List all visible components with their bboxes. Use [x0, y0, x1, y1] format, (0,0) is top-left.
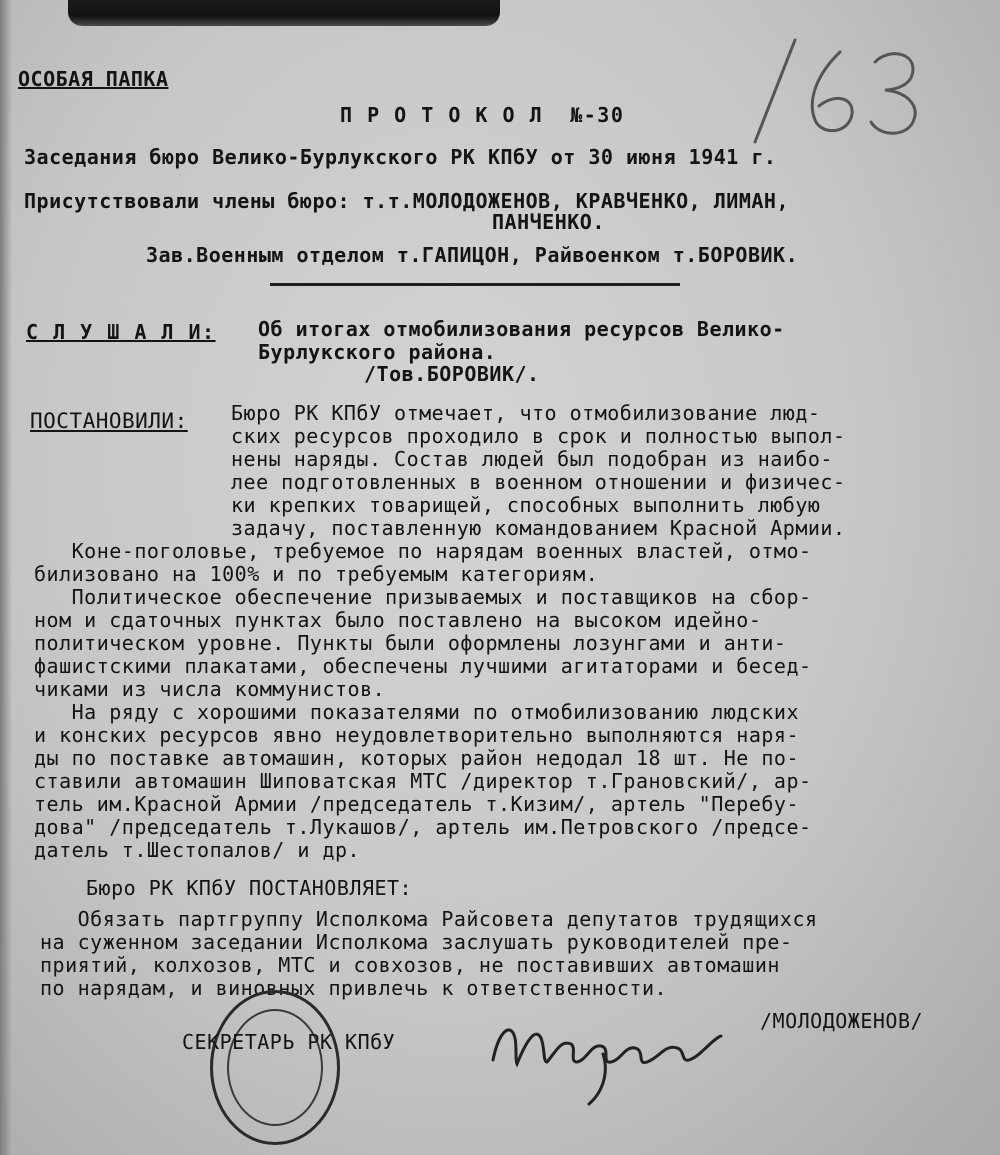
decided-line-5: ки крепких товарищей, способных выполнить любую: [231, 493, 821, 517]
secretary-label: СЕКРЕТАРЬ РК КПбУ: [182, 1030, 396, 1054]
body-line-8: На ряду с хорошими показателями по отмобилизованию людских: [34, 700, 800, 724]
body-line-3: Политическое обеспечение призываемых и поставщиков на сбор-: [34, 585, 812, 609]
folio-number-handwritten: [725, 22, 935, 152]
body-line-11: ставили автомашин Шиповатская МТС /директор т.Грановский/, ар-: [34, 769, 812, 793]
body-line-9: и конских ресурсов явно неудовлетворительно выполняются наря-: [34, 723, 800, 747]
resolution-line-2: на суженном заседании Исполкома заслушать руководителей пре-: [40, 930, 793, 954]
decided-line-1: Бюро РК КПбУ отмечает, что отмобилизование люд-: [231, 401, 821, 425]
binder-clip: [68, 0, 500, 26]
handwritten-signature: [485, 1000, 765, 1110]
attendees-line: Присутствовали члены бюро: т.т.МОЛОДОЖЕНОВ, КРАВЧЕНКО, ЛИМАН,: [24, 189, 790, 213]
resolution-line-3: приятий, колхозов, МТС и совхозов, не поставивших автомашин: [40, 953, 780, 977]
invited-line: Зав.Военным отделом т.ГАПИЦОН, Райвоенком т.БОРОВИК.: [146, 243, 799, 267]
body-line-2: билизовано на 100% и по требуемым категориям.: [34, 562, 599, 586]
body-line-12: тель им.Красной Армии /председатель т.Кизим/, артель "Перебу-: [34, 792, 800, 816]
resolution-heading: Бюро РК КПбУ ПОСТАНОВЛЯЕТ:: [86, 876, 413, 900]
meeting-line: Заседания бюро Велико-Бурлукского РК КПбУ от 30 июня 1941 г.: [24, 145, 777, 169]
heard-line-3: /Тов.БОРОВИК/.: [364, 362, 540, 386]
heard-line-2: Бурлукского района.: [258, 340, 497, 364]
round-stamp-seal: [210, 990, 340, 1145]
resolution-line-4: по нарядам, и виновных привлечь к ответственности.: [40, 976, 668, 1000]
resolution-line-1: Обязать партгруппу Исполкома Райсовета депутатов трудящихся: [40, 907, 818, 931]
attendees-line-continued: ПАНЧЕНКО.: [492, 210, 605, 234]
body-line-6: фашистскими плакатами, обеспечены лучшими агитаторами и бесед-: [34, 654, 812, 678]
decided-line-6: задачу, поставленную командованием Красной Армии.: [231, 516, 846, 540]
body-line-5: политическом уровне. Пункты были оформлены лозунгами и анти-: [34, 631, 787, 655]
decided-line-2: ских ресурсов проходило в срок и полностью выпол-: [231, 424, 846, 448]
decided-line-4: лее подготовленных в военном отношении и физичес-: [231, 470, 846, 494]
page-shadow-edge: [0, 0, 12, 1155]
special-folder-heading: ОСОБАЯ ПАПКА: [18, 67, 169, 91]
body-line-10: ды по поставке автомашин, которых район недодал 18 шт. Не по-: [34, 746, 800, 770]
heard-line-1: Об итогах отмобилизования ресурсов Велико-: [258, 317, 785, 341]
decided-line-3: нены наряды. Состав людей был подобран из наибо-: [231, 447, 833, 471]
body-line-13: дова" /председатель т.Лукашов/, артель им.Петровского /предсе-: [34, 815, 812, 839]
separator-line: [270, 283, 680, 286]
body-line-1: Коне-поголовье, требуемое по нарядам военных властей, отмо-: [34, 539, 812, 563]
body-line-14: датель т.Шестопалов/ и др.: [34, 838, 361, 862]
heard-label: С Л У Ш А Л И:: [26, 320, 216, 344]
body-line-4: ном и сдаточных пунктах было поставлено на высоком идейно-: [34, 608, 762, 632]
decided-label: ПОСТАНОВИЛИ:: [30, 409, 188, 433]
body-line-7: чиками из числа коммунистов.: [34, 677, 386, 701]
protocol-title: П Р О Т О К О Л №-30: [340, 103, 625, 127]
signatory-name: /МОЛОДОЖЕНОВ/: [760, 1009, 924, 1033]
